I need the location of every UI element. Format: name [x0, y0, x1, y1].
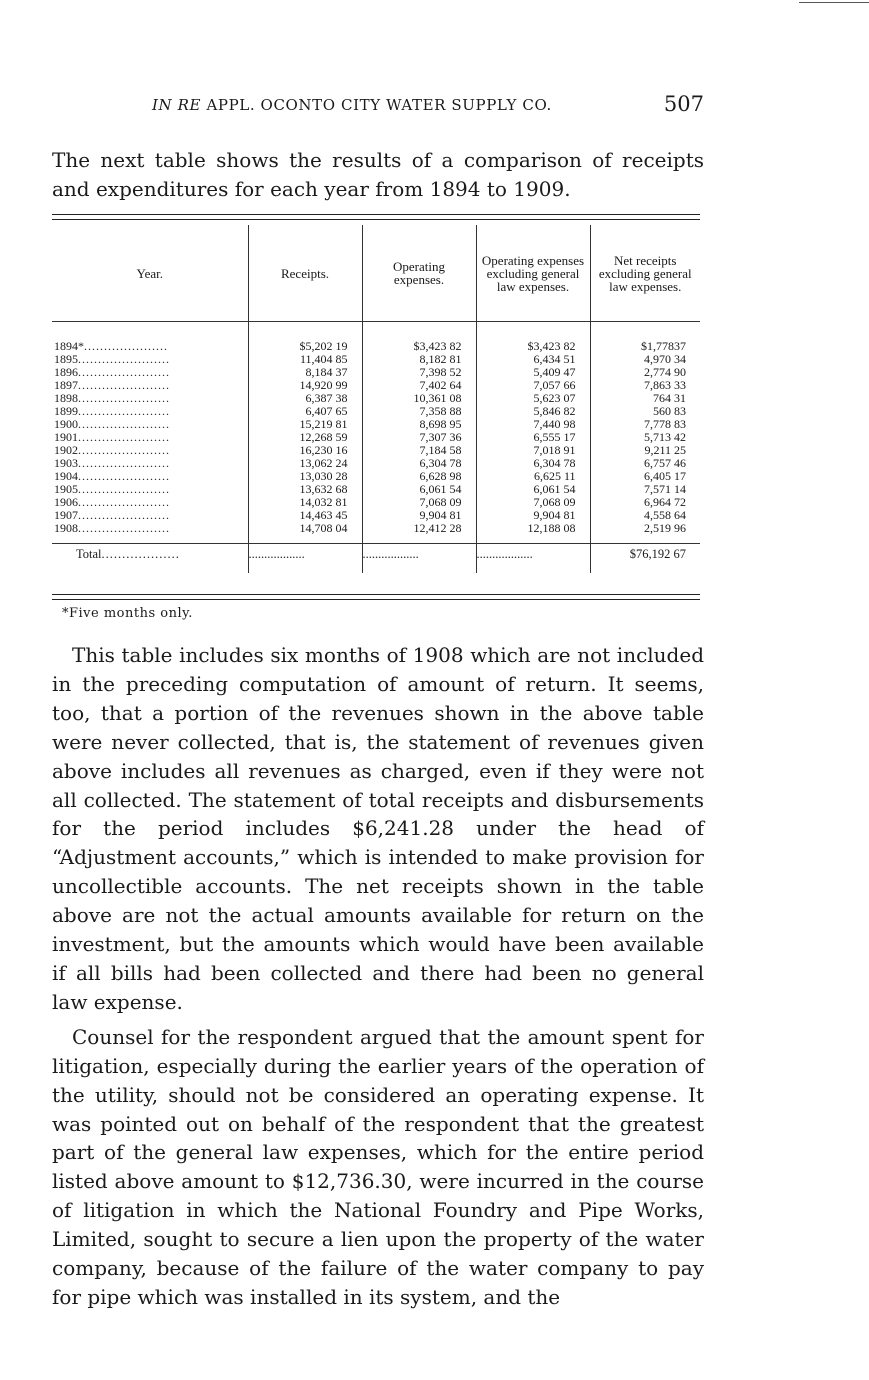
- header-operating: Operating expenses.: [362, 225, 476, 322]
- body-text: [52, 641, 704, 1312]
- header-operating-excluding: Operating expenses excluding general law expenses.: [476, 225, 590, 322]
- table-header-row: [52, 225, 700, 322]
- year-label: 1901: [54, 430, 78, 444]
- total-label: Total: [76, 547, 102, 561]
- running-title: [152, 96, 552, 114]
- paragraph-2: Counsel for the respondent argued that the amount spent for litigation, especially during the earlier years of the operation of the utility, should not be considered an operating expense. It was pointed out on behalf of the respondent that the greatest part of the general law expenses, which for the entire period listed above amount to $12,736.30, were incurred in the course of litigation in which the National Foundry and Pipe Works, Limited, sought to secure a lien upon the property of the water company, because of the failure of the water company to pay for pipe which was installed in its system, and the: [52, 1024, 704, 1309]
- receipts-cell: 6,387 38: [248, 392, 362, 405]
- operating-cell: 7,184 58: [362, 444, 476, 457]
- leader-dots: .......................: [78, 469, 170, 483]
- op-excl-cell: 5,623 07: [476, 392, 590, 405]
- total-label-cell: [52, 544, 248, 574]
- total-row: [52, 544, 700, 574]
- net-cell: 560 83: [590, 405, 700, 418]
- operating-cell: 6,628 98: [362, 470, 476, 483]
- year-label: 1906: [54, 495, 78, 509]
- net-cell: 6,405 17: [590, 470, 700, 483]
- leader-dots: .......................: [78, 391, 170, 405]
- receipts-cell: 13,062 24: [248, 457, 362, 470]
- header-year: Year.: [136, 265, 163, 281]
- table-bottom-rule: [52, 594, 700, 595]
- receipts-cell: 14,463 45: [248, 509, 362, 522]
- receipts-cell: 14,032 81: [248, 496, 362, 509]
- net-cell: $1,77837: [590, 322, 700, 354]
- operating-cell: 7,402 64: [362, 379, 476, 392]
- net-cell: 4,970 34: [590, 353, 700, 366]
- leader-dots: ..................: [362, 547, 419, 561]
- operating-cell: 7,398 52: [362, 366, 476, 379]
- leader-dots: .......................: [78, 352, 170, 366]
- net-cell: 4,558 64: [590, 509, 700, 522]
- table-top-rule-2: [52, 219, 700, 220]
- edge-mark: [799, 2, 869, 3]
- net-cell: 764 31: [590, 392, 700, 405]
- results-table: [52, 225, 700, 573]
- net-cell: 5,713 42: [590, 431, 700, 444]
- net-cell: 7,863 33: [590, 379, 700, 392]
- net-cell: 6,757 46: [590, 457, 700, 470]
- net-cell: 2,774 90: [590, 366, 700, 379]
- net-cell: 6,964 72: [590, 496, 700, 509]
- op-excl-cell: 7,440 98: [476, 418, 590, 431]
- op-excl-cell: $3,423 82: [476, 322, 590, 354]
- net-cell: 9,211 25: [590, 444, 700, 457]
- op-excl-cell: 7,057 66: [476, 379, 590, 392]
- table-bottom-rule-2: [52, 599, 700, 600]
- op-excl-cell: 6,434 51: [476, 353, 590, 366]
- op-excl-cell: 9,904 81: [476, 509, 590, 522]
- header-net-receipts: Net receipts excluding general law expenses.: [590, 225, 700, 322]
- leader-dots: .....................: [84, 339, 168, 353]
- op-excl-cell: 6,625 11: [476, 470, 590, 483]
- operating-cell: 6,061 54: [362, 483, 476, 496]
- intro-paragraph: The next table shows the results of a comparison of receipts and expenditures for each year from 1894 to 1909.: [52, 148, 704, 201]
- table-row: [52, 522, 700, 544]
- year-label: 1899: [54, 404, 78, 418]
- year-label: 1907: [54, 508, 78, 522]
- operating-cell: 8,698 95: [362, 418, 476, 431]
- total-net: $76,192 67: [629, 547, 686, 561]
- total-receipts-cell: [248, 544, 362, 574]
- receipts-cell: 15,219 81: [248, 418, 362, 431]
- leader-dots: .......................: [78, 443, 170, 457]
- leader-dots: .......................: [78, 482, 170, 496]
- total-net-cell: [590, 544, 700, 574]
- leader-dots: .......................: [78, 456, 170, 470]
- op-excl-cell: 6,061 54: [476, 483, 590, 496]
- table-top-rule: [52, 214, 700, 215]
- receipts-cell: 16,230 16: [248, 444, 362, 457]
- leader-dots: .......................: [78, 365, 170, 379]
- op-excl-cell: 5,846 82: [476, 405, 590, 418]
- leader-dots: .......................: [78, 508, 170, 522]
- receipts-cell: 14,708 04: [248, 522, 362, 544]
- running-title-rest: APPL. OCONTO CITY WATER SUPPLY CO.: [206, 96, 552, 114]
- net-cell: 7,778 83: [590, 418, 700, 431]
- operating-cell: 7,358 88: [362, 405, 476, 418]
- net-cell: 2,519 96: [590, 522, 700, 544]
- receipts-cell: 6,407 65: [248, 405, 362, 418]
- year-label: 1904: [54, 469, 78, 483]
- leader-dots: ..................: [248, 547, 305, 561]
- total-operating-cell: [362, 544, 476, 574]
- op-excl-cell: 7,068 09: [476, 496, 590, 509]
- year-label: 1902: [54, 443, 78, 457]
- year-label: 1895: [54, 352, 78, 366]
- year-label: 1898: [54, 391, 78, 405]
- operating-cell: 8,182 81: [362, 353, 476, 366]
- leader-dots: ...................: [101, 547, 180, 561]
- receipts-cell: $5,202 19: [248, 322, 362, 354]
- receipts-cell: 11,404 85: [248, 353, 362, 366]
- leader-dots: ..................: [476, 547, 533, 561]
- table-body: [52, 322, 700, 544]
- net-cell: 7,571 14: [590, 483, 700, 496]
- receipts-cell: 8,184 37: [248, 366, 362, 379]
- op-excl-cell: 12,188 08: [476, 522, 590, 544]
- paragraph-1: This table includes six months of 1908 which are not included in the preceding computation of amount of return. It seems, too, that a portion of the revenues shown in the above table were never collected, that is, the statement of revenues given above includes all revenues as charged, even if they were not all collected. The statement of total receipts and disbursements for the period includes $6,241.28 under the head of “Adjustment accounts,” which is intended to make provision for uncollectible accounts. The net receipts shown in the table above are not the actual amounts available for return on the investment, but the amounts which would have been available if all bills had been collected and there had been no general law expense.: [52, 643, 704, 1014]
- running-head: [52, 92, 704, 122]
- op-excl-cell: 6,304 78: [476, 457, 590, 470]
- receipts-cell: 12,268 59: [248, 431, 362, 444]
- operating-cell: 12,412 28: [362, 522, 476, 544]
- op-excl-cell: 6,555 17: [476, 431, 590, 444]
- year-label: 1905: [54, 482, 78, 496]
- year-label: 1908: [54, 521, 78, 535]
- receipts-cell: 13,632 68: [248, 483, 362, 496]
- receipts-cell: 14,920 99: [248, 379, 362, 392]
- page-number: 507: [663, 92, 704, 116]
- table-row: [52, 322, 700, 354]
- op-excl-cell: 5,409 47: [476, 366, 590, 379]
- operating-cell: $3,423 82: [362, 322, 476, 354]
- leader-dots: .......................: [78, 495, 170, 509]
- year-label: 1900: [54, 417, 78, 431]
- running-title-italic: IN RE: [152, 96, 202, 114]
- year-cell: [52, 522, 248, 544]
- leader-dots: .......................: [78, 417, 170, 431]
- operating-cell: 9,904 81: [362, 509, 476, 522]
- receipts-cell: 13,030 28: [248, 470, 362, 483]
- leader-dots: .......................: [78, 521, 170, 535]
- operating-cell: 7,307 36: [362, 431, 476, 444]
- op-excl-cell: 7,018 91: [476, 444, 590, 457]
- operating-cell: 6,304 78: [362, 457, 476, 470]
- year-label: 1896: [54, 365, 78, 379]
- year-label: 1903: [54, 456, 78, 470]
- year-label: 1897: [54, 378, 78, 392]
- year-label: 1894*: [54, 339, 84, 353]
- header-receipts: Receipts.: [248, 225, 362, 322]
- operating-cell: 7,068 09: [362, 496, 476, 509]
- leader-dots: .......................: [78, 404, 170, 418]
- total-op-excl-cell: [476, 544, 590, 574]
- footnote: *Five months only.: [62, 606, 193, 621]
- year-cell: [52, 322, 248, 354]
- leader-dots: .......................: [78, 378, 170, 392]
- operating-cell: 10,361 08: [362, 392, 476, 405]
- leader-dots: .......................: [78, 430, 170, 444]
